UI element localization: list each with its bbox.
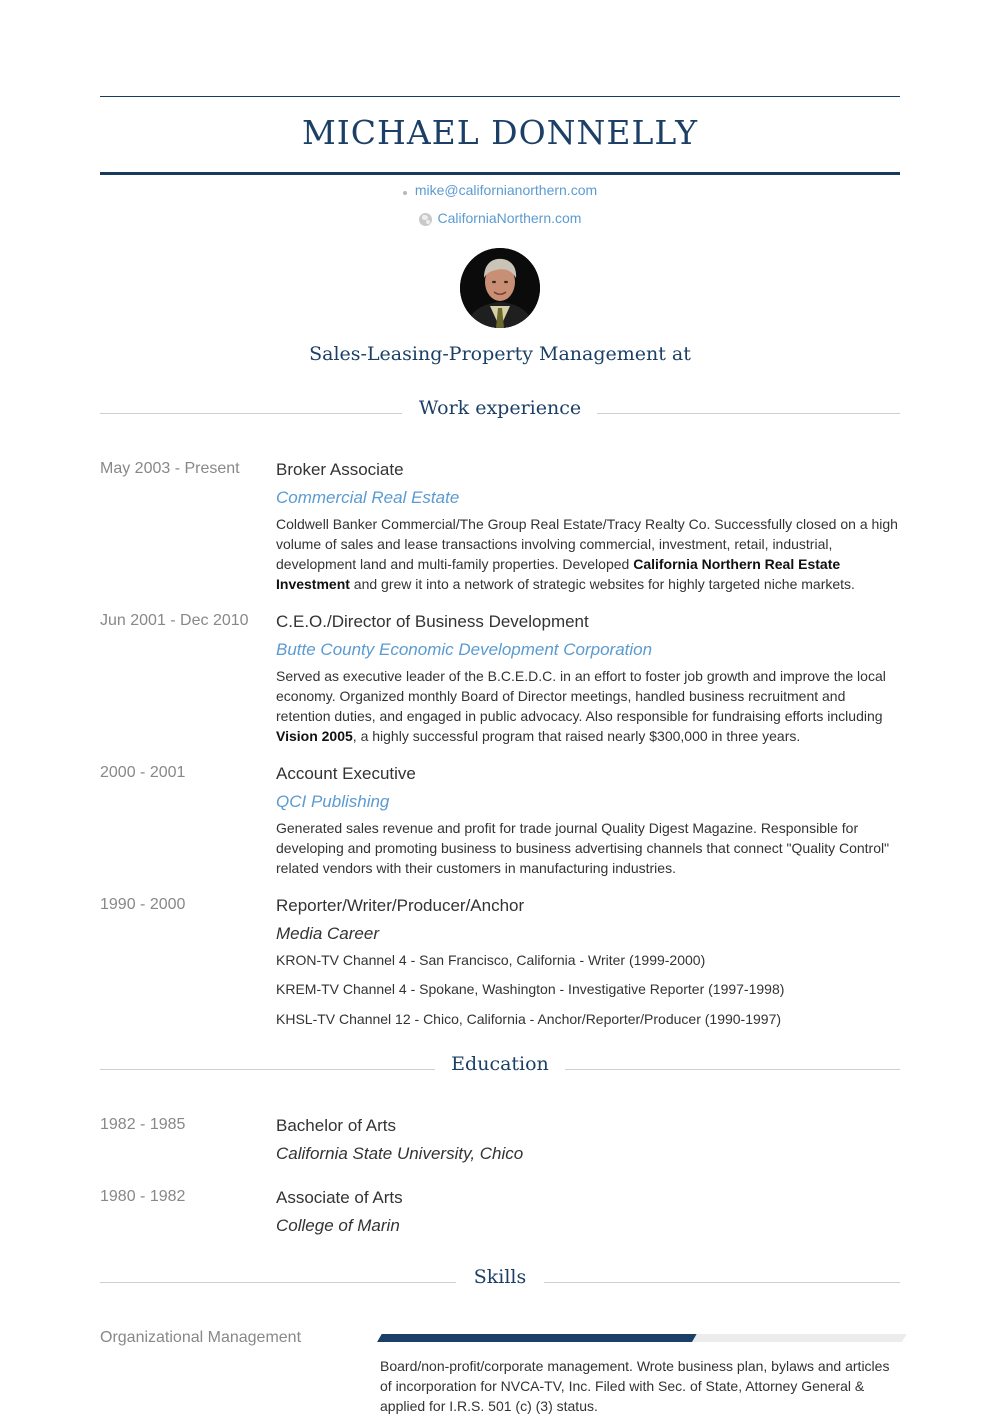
entry-role: Broker Associate (276, 460, 404, 479)
header-bottom-rule (100, 172, 900, 175)
avatar (460, 248, 540, 328)
section-title: Skills (473, 1266, 527, 1288)
entry-date: Jun 2001 - Dec 2010 (100, 612, 249, 629)
education-section-heading (100, 1053, 900, 1081)
entry-description: Generated sales revenue and profit for trade journal Quality Digest Magazine. Responsible for developing and promoting business to business advertising channels that connect "Quality Control" related vendors with their customers in manufacturing industries. (276, 820, 890, 876)
website-link[interactable]: CaliforniaNorthern.com (437, 210, 582, 226)
section-title: Work experience (418, 397, 582, 419)
entry-description: Coldwell Banker Commercial/The Group Real Estate/Tracy Realty Co. Successfully closed on a high volume of sales and lease transactions involving commercial, investment, retail, industrial, development land and multi-family properties. Developed California Northern Real Estate Investment and grew it into a network of strategic websites for highly targeted niche markets. (276, 516, 898, 592)
entry-organization[interactable]: Butte County Economic Development Corporation (276, 640, 653, 659)
entry-date: 1982 - 1985 (100, 1116, 186, 1133)
entry-school: California State University, Chico (276, 1144, 524, 1163)
skill-description: Board/non-profit/corporate management. Wrote business plan, bylaws and articles of incorporation for NVCA-TV, Inc. Filed with Sec. of State, Attorney General & applied for I.R.S. 501 (c) (3) status. (380, 1358, 890, 1414)
entry-degree: Associate of Arts (276, 1188, 403, 1207)
entry-detail-line: KHSL-TV Channel 12 - Chico, California - Anchor/Reporter/Producer (1990-1997) (276, 1011, 782, 1027)
work-section-heading (100, 397, 900, 425)
website-contact (100, 210, 900, 226)
entry-organization[interactable]: Commercial Real Estate (276, 488, 460, 507)
entry-role: Reporter/Writer/Producer/Anchor (276, 896, 525, 915)
skill-level-bar (377, 1334, 907, 1342)
entry-date: May 2003 - Present (100, 460, 240, 477)
skill-level-fill (377, 1334, 697, 1342)
entry-role: Account Executive (276, 764, 416, 783)
entry-detail-line: KREM-TV Channel 4 - Spokane, Washington - Investigative Reporter (1997-1998) (276, 981, 785, 997)
email-contact (100, 182, 900, 198)
section-title: Education (451, 1053, 549, 1075)
entry-date: 1990 - 2000 (100, 896, 186, 913)
avatar-photo (460, 248, 540, 328)
email-link[interactable]: mike@californianorthern.com (414, 182, 598, 198)
entry-date: 2000 - 2001 (100, 764, 186, 781)
headline: Sales-Leasing-Property Management at (309, 343, 691, 365)
skill-name: Organizational Management (100, 1329, 302, 1346)
entry-school: College of Marin (276, 1216, 400, 1235)
entry-description: Served as executive leader of the B.C.E.D.C. in an effort to foster job growth and improve the local economy. Organized monthly Board of Director meetings, handled business recruitment and retention duties, and engaged in public advocacy. Also responsible for fundraising efforts including Vision 2005, a highly successful program that raised nearly $300,000 in three years. (276, 668, 886, 744)
entry-detail-line: KRON-TV Channel 4 - San Francisco, California - Writer (1999-2000) (276, 952, 706, 968)
globe-icon (419, 213, 432, 226)
entry-degree: Bachelor of Arts (276, 1116, 397, 1135)
entry-role: C.E.O./Director of Business Development (276, 612, 589, 631)
dot-icon (403, 191, 407, 195)
skills-section-heading (100, 1266, 900, 1294)
candidate-name: MICHAEL DONNELLY (301, 113, 699, 152)
header-top-rule (100, 96, 900, 97)
entry-date: 1980 - 1982 (100, 1188, 186, 1205)
entry-organization[interactable]: QCI Publishing (276, 792, 390, 811)
entry-organization: Media Career (276, 924, 379, 943)
